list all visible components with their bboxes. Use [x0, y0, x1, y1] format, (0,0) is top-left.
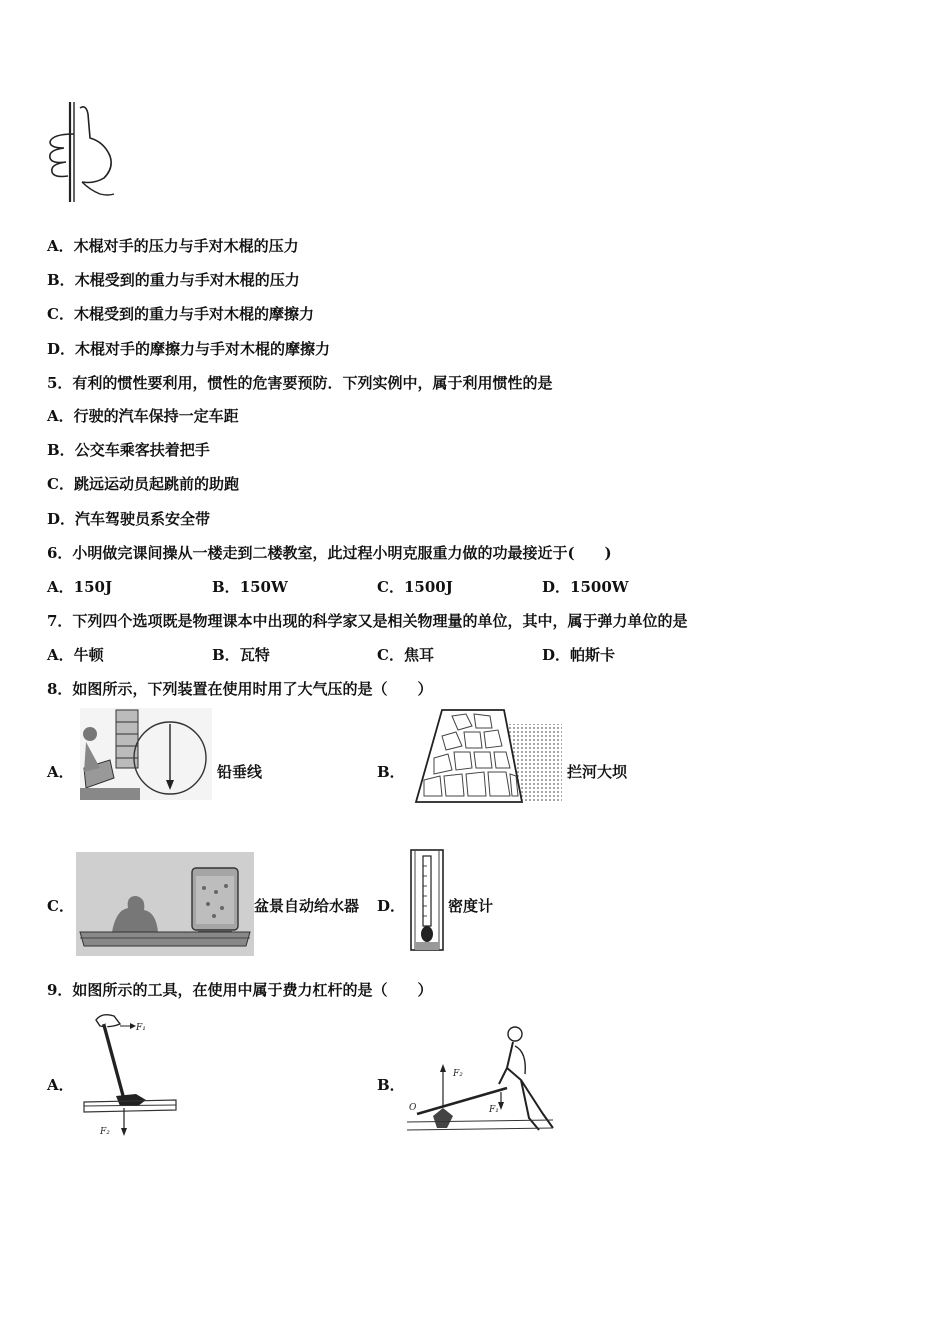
- lever-pivot-label: O: [409, 1103, 417, 1113]
- hand-holding-stick-figure: [44, 98, 116, 206]
- q5-option-a: A．行驶的汽车保持一定车距: [47, 407, 239, 425]
- q7-option-c: C．焦耳: [377, 646, 434, 664]
- hammer-f2-label: F₂: [100, 1127, 110, 1137]
- q8-option-b-caption: 拦河大坝: [567, 763, 628, 781]
- lever-f1-label: F₁: [489, 1105, 499, 1115]
- q8-option-d-caption: 密度计: [448, 897, 494, 915]
- q5-stem: 5．有利的惯性要利用，惯性的危害要预防．下列实例中，属于利用惯性的是: [47, 374, 553, 392]
- q9-stem: 9．如图所示的工具，在使用中属于费力杠杆的是（ ）: [47, 981, 433, 999]
- q7-option-b: B．瓦特: [212, 646, 270, 664]
- q7-option-a: A．牛顿: [47, 646, 104, 664]
- q6-option-a: A．150J: [47, 578, 113, 596]
- q9-option-a-letter: A．: [47, 1076, 74, 1094]
- auto-waterer-figure: [76, 852, 254, 956]
- q4-option-c: C．木棍受到的重力与手对木棍的摩擦力: [47, 305, 314, 323]
- plumb-line-figure: [80, 708, 212, 800]
- q6-option-d: D．1500W: [542, 578, 629, 596]
- q6-stem: 6．小明做完课间操从一楼走到二楼教室，此过程小明克服重力做的功最接近于( ): [47, 544, 612, 562]
- q8-option-a-letter: A．: [47, 763, 74, 781]
- q6-option-c: C．1500J: [377, 578, 453, 596]
- q7-stem: 7．下列四个选项既是物理课本中出现的科学家又是相关物理量的单位，其中，属于弹力单位的是: [47, 612, 688, 630]
- claw-hammer-figure: [80, 1010, 180, 1140]
- q5-option-c: C．跳远运动员起跳前的助跑: [47, 475, 239, 493]
- crowbar-lever-figure: [403, 1024, 557, 1136]
- q5-option-b: B．公交车乘客扶着把手: [47, 441, 210, 459]
- lever-f2-label: F₂: [453, 1069, 463, 1079]
- q4-option-d: D．木棍对手的摩擦力与手对木棍的摩擦力: [47, 340, 331, 358]
- q8-option-d-letter: D．: [377, 897, 406, 915]
- q8-option-a-caption: 铅垂线: [217, 763, 263, 781]
- hammer-f1-label: F₁: [136, 1023, 146, 1033]
- q5-option-d: D．汽车驾驶员系安全带: [47, 510, 211, 528]
- q9-option-b-letter: B．: [377, 1076, 405, 1094]
- q7-option-d: D．帕斯卡: [542, 646, 616, 664]
- q8-stem: 8．如图所示，下列装置在使用时用了大气压的是（ ）: [47, 680, 433, 698]
- q8-option-b-letter: B．: [377, 763, 405, 781]
- q4-option-b: B．木棍受到的重力与手对木棍的压力: [47, 271, 300, 289]
- hydrometer-figure: [409, 846, 445, 952]
- dam-figure: [412, 706, 562, 804]
- q8-option-c-caption: 盆景自动给水器: [254, 897, 360, 915]
- q6-option-b: B．150W: [212, 578, 288, 596]
- q4-option-a: A．木棍对手的压力与手对木棍的压力: [47, 237, 299, 255]
- q8-option-c-letter: C．: [47, 897, 74, 915]
